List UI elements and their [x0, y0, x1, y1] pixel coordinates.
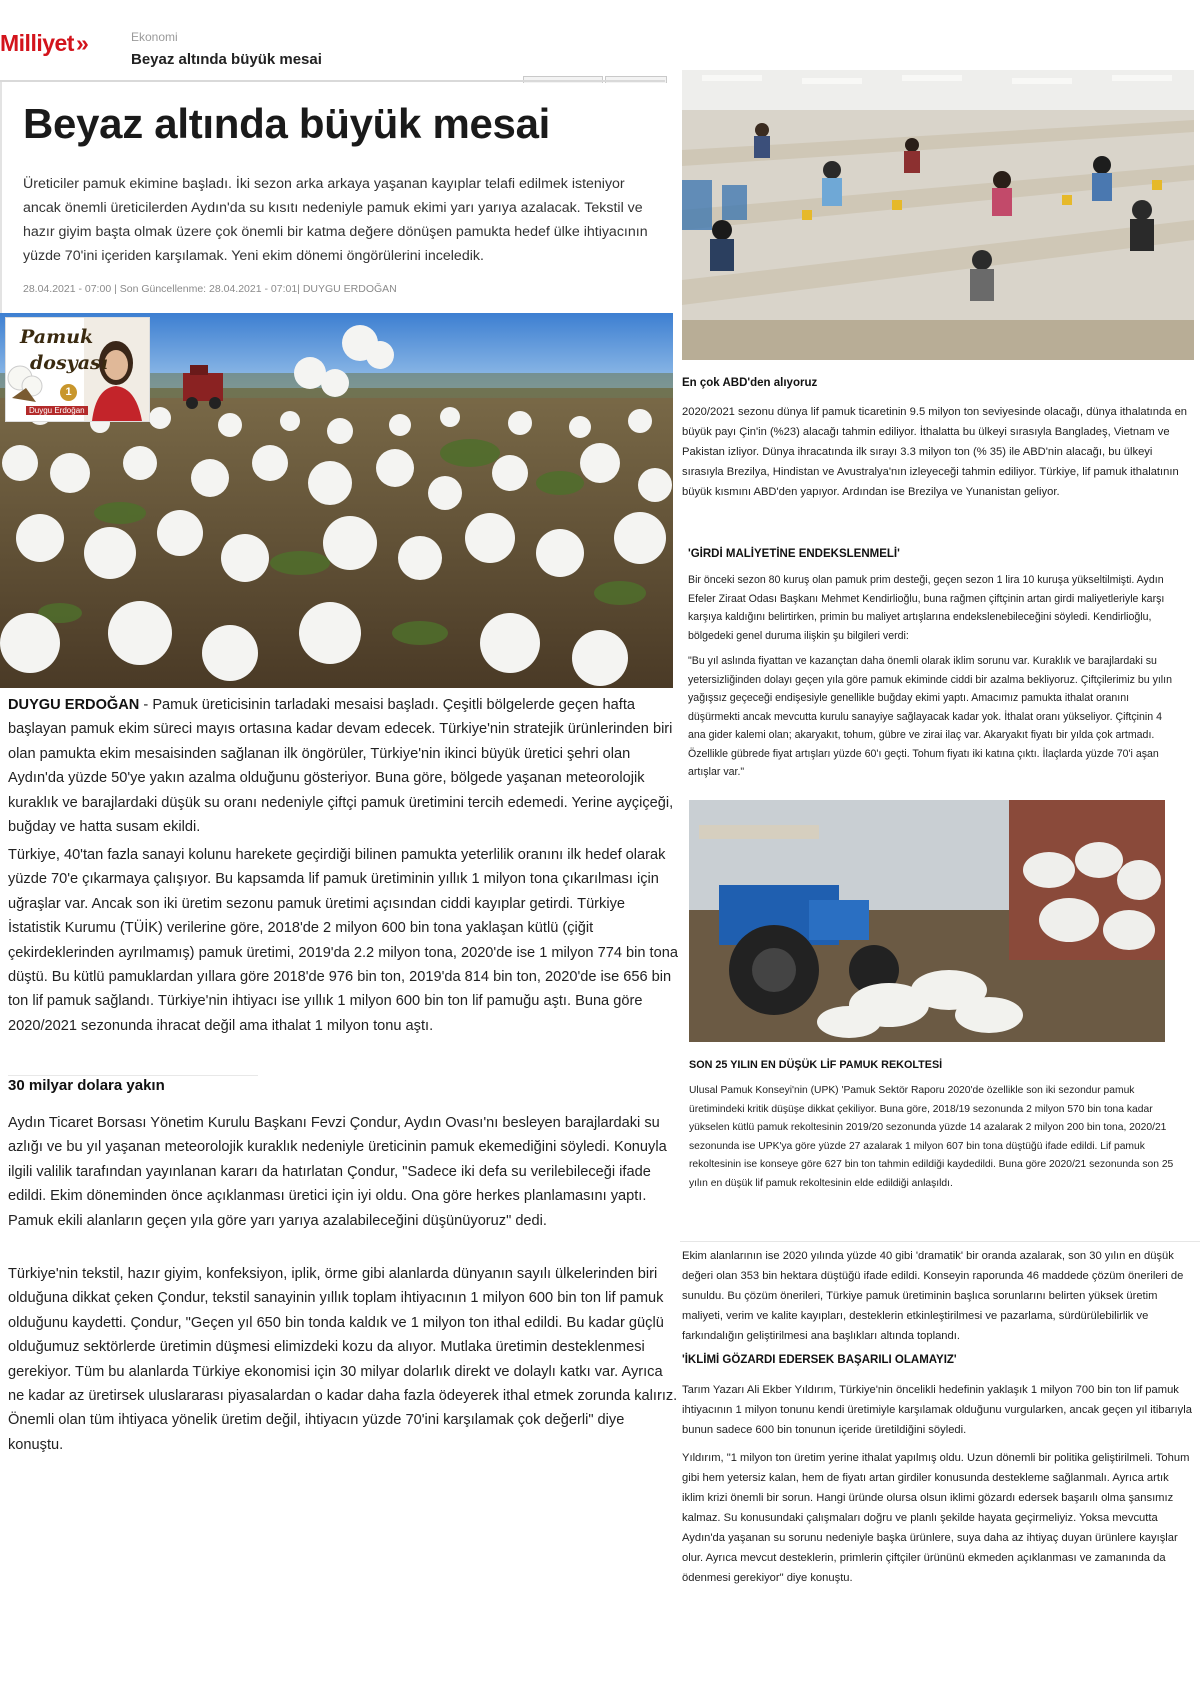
article-paragraph-3: Aydın Ticaret Borsası Yönetim Kurulu Başkanı Fevzi Çondur, Aydın Ovası'nı besleyen barajlardaki su azlığı ve bu yıl yaşanan meteorolojik kuraklık nedeniyle üreticinin pamuk ekemediğini söyledi. Konuyla ilgili valilik tarafından yayınlanan kararı da hatırlatan Çondur, "Sadece iki defa su verilebileceği ifade edildi. Ekim döneminden önce açıklanması üretici için iyi oldu. Ona göre herkes planlamasını yaptı. Pamuk ekili alanların geçen yıla göre yarı yarıya azalabileceğini düşünüyoruz" dedi.	[8, 1115, 667, 1229]
right-heading-iklim: 'İKLİMİ GÖZARDI EDERSEK BAŞARILI OLAMAYIZ'	[682, 1354, 957, 1366]
right-paragraph-ekim: Ekim alanlarının ise 2020 yılında yüzde 40 gibi 'dramatik' bir oranda azalarak, son 30 yılın en düşük değeri olan 353 bin hektara düştüğü ifade edildi. Konseyin raporunda 46 maddede çözüm önerileri de sunuldu. Bu çözüm önerileri, Türkiye pamuk üretiminin başlıca sorunlarını belirten yüksek üretim maliyeti, verim ve kalite kayıpları, desteklerin etkinleştirilmesi ve pazarlama, sürdürülebilirlik ve farkındalığın geliştirilmesi ana başlıkları altında toplandı.	[682, 1250, 1184, 1342]
right-heading-rekolte: SON 25 YILIN EN DÜŞÜK LİF PAMUK REKOLTESİ	[689, 1059, 943, 1071]
right-paragraph-abd: 2020/2021 sezonu dünya lif pamuk ticaretinin 9.5 milyon ton seviyesinde olacağı, dünya ithalatında en büyük payı Çin'in (%23) alacağı tahmin ediliyor. İthalatta bu ülkeyi sırasıyla Bangladeş, Vietnam ve Pakistan izliyor. Dünya ihracatında ilk sırayı 3.3 milyon ton (% 35) ile ABD'nin alacağı, bu ülkeyi sırasıyla Brezilya, Hindistan ve Avustralya'nın izleyeceği tahmin ediliyor. Türkiye, lif pamuk ithalatının büyük kısmını ABD'den yapıyor. Ardından ise Brezilya ve Yunanistan geliyor.	[682, 406, 1188, 498]
header-article-title: Beyaz altında büyük mesai	[131, 51, 322, 68]
paragraph-text: - Pamuk üreticisinin tarladaki mesaisi başladı. Çeşitli bölgelerde geçen hafta başlayan pamuk ekim süreci mayıs ortasına kadar devam edecek. Türkiye'nin stratejik ürünlerinden biri olan pamukta ekim mesaisinden sağlanan ilk öngörüler, Türkiye'nin ikinci büyük üretici şehri olan Aydın'da yüzde 50'ye yakın azalma olduğunu gösteriyor. Buna göre, bölgede yaşanan meteorolojik kuraklık ve barajlardaki düşük su oranı nedeniyle çiftçi pamuk üretimini tercih edemedi. Yerine ayçiçeği, buğday ve hatta susam ekildi.	[8, 697, 674, 836]
tractor-illustration	[689, 800, 1165, 1042]
right-heading-abd: En çok ABD'den alıyoruz	[682, 377, 818, 389]
textile-factory-illustration	[682, 70, 1194, 360]
textile-factory-image	[682, 70, 1194, 360]
article-title: Beyaz altında büyük mesai	[23, 100, 551, 147]
right-heading-girdi: 'GİRDİ MALİYETİNE ENDEKSLENMELİ'	[688, 548, 900, 560]
section-divider	[680, 1241, 1200, 1242]
subheading-divider	[8, 1075, 258, 1076]
article-meta: 28.04.2021 - 07:00 | Son Güncellenme: 28.04.2021 - 07:01| DUYGU ERDOĞAN	[23, 283, 397, 295]
subheading-30-milyar: 30 milyar dolara yakın	[8, 1077, 165, 1094]
right-paragraph-quote: "Bu yıl aslında fiyattan ve kazançtan daha önemli olarak iklim sorunu var. Kuraklık ve barajlardaki su yetersizliğinden dolayı geçen yıla göre pamuk ekiminde ciddi bir azalma bekliyoruz. Çiftçilerimiz bu yılın yağışsız geçeceği endişesiyle genellikle buğday ekimi yaptı. Amacımız pamukta ithalat oranını düşürmekti ancak mevcutta kurulu sanayiye sağlayacak kadar yok. İthalat oranı yükseliyor. Çiftçinin 4 ana gider kalemi olan; akaryakıt, tohum, gübre ve zirai ilaç var. Akaryakıt fiyatı bir yılda çok artmadı. Özellikle gübrede fiyat artışları yüzde 60'ı geçti. Tohum fiyatı iki katına çıktı. İlaçlarda yüzde 70'i aşan artışlar var."	[688, 655, 1172, 778]
logo-text: Milliyet	[0, 30, 74, 56]
badge-title-line1: Pamuk	[20, 326, 94, 348]
badge-title-line2: dosyası	[30, 352, 108, 374]
article-paragraph-4: Türkiye'nin tekstil, hazır giyim, konfeksiyon, iplik, örme gibi alanlarda dünyanın sayılı ülkelerinden biri olduğuna dikkat çeken Çondur, tekstil sanayinin yıllık toplam ihtiyacının 1 milyon 600 bin ton lif pamuk olduğunu kaydetti. Çondur, "Geçen yıl 650 bin tonda kaldık ve 1 milyon ton ithal edildi. Bu kadar güçlü olduğumuz sektörlerde üretimin düşmesi elimizdeki kozu da alıyor. Mutlaka üretimin desteklenmesi gerekiyor. Tüm bu alanlarda Türkiye ekonomisi için 30 milyar dolarlık direkt ve dolaylı katkı var. Ayrıca ne kadar az üretirsek uluslararası piyasalardan o kadar daha fazla ödeyerek ithal etmek zorunda kalırız. Önemli olan tüm ihtiyaca yönelik üretim değil, ihtiyacın yüzde 70'ini karşılamak çok değerli" diye konuştu.	[8, 1266, 678, 1453]
header-divider	[0, 80, 665, 82]
article-paragraph-1	[8, 693, 678, 839]
byline: DUYGU ERDOĞAN	[8, 697, 140, 713]
badge-number: 1	[60, 384, 77, 401]
right-paragraph-yildirim: Tarım Yazarı Ali Ekber Yıldırım, Türkiye'nin öncelikli hedefinin yaklaşık 1 milyon 700 bin ton lif pamuk ihtiyacının 1 milyon tonunu kendi üretimiyle karşılamak olduğunu vurgularken, ancak geçen yıl itibarıyla bunun sadece 600 bin tonunun içeride üretildiğini söyledi.	[682, 1384, 1192, 1436]
section-label[interactable]: Ekonomi	[131, 30, 178, 44]
logo-chevron-icon: »	[75, 30, 89, 56]
tractor-cotton-image	[689, 800, 1165, 1042]
article-paragraph-2: Türkiye, 40'tan fazla sanayi kolunu harekete geçirdiği bilinen pamukta yeterlilik oranını ilk hedef olarak yüzde 70'e çıkarmaya çalışıyor. Bu kapsamda lif pamuk üretiminin yıllık 1 milyon tona çıkarılması için uğraşlar var. Ancak son iki üretim sezonu pamuk üretimi açısından ciddi kayıplar getirdi. Türkiye İstatistik Kurumu (TÜİK) verilerine göre, 2018'de 2 milyon 600 bin tona yaklaşan kütlü (çiğit çekirdeklerinden ayrılmamış) pamuk üretimi, 2019'da 2.2 milyon tona, 2020'de ise 1 milyon 774 bin tona düştü. Bu kütlü pamuklardan yıllara göre 2018'de 976 bin ton, 2019'da 814 bin ton, 2020'de ise 656 bin ton lif pamuk sağlandı. Türkiye'nin ihtiyacı ise yıllık 1 milyon 600 bin ton lif pamuğu aştı. Buna göre 2020/2021 sezonunda ihracat değil ama ithalat 1 milyon tonu aştı.	[8, 847, 678, 1034]
badge-author-name: Duygu Erdoğan	[26, 406, 88, 415]
milliyet-logo[interactable]	[0, 30, 88, 57]
article-lead: Üreticiler pamuk ekimine başladı. İki sezon arka arkaya yaşanan kayıplar telafi edilmek isteniyor ancak önemli üreticilerden Aydın'da su kısıtı nedeniyle pamuk ekimi yarı yarıya azalacak. Tekstil ve hazır giyim başta olmak üzere çok önemli bir katma değere dönüşen pamukta hedef ülke ihtiyacının yüzde 70'ini içeriden karşılamak. Yeni ekim dönemi öngörülerini inceledik.	[23, 176, 648, 264]
series-badge	[5, 317, 150, 422]
right-paragraph-rekolte: Ulusal Pamuk Konseyi'nin (UPK) 'Pamuk Sektör Raporu 2020'de özellikle son iki sezondur pamuk üretimindeki kritik düşüşe dikkat çekiliyor. Buna göre, 2018/19 sezonunda 2 milyon 570 bin tona kadar yükselen kütlü pamuk rekoltesinin 2019/20 sezonunda yüzde 14 azalarak 2 milyon 200 bin tona, 2020/21 sezonunda ise UPK'ya göre yüzde 27 azalarak 1 milyon 607 bin tona düştüğü ifade edildi. Lif pamuk rekoltesinin ise konseye göre 627 bin ton tahmin edildiği kaydedildi. Buna göre 2020/21 sezonunda son 25 yılın en düşük lif pamuk rekoltesinin elde edildiği anlaşıldı.	[689, 1085, 1174, 1189]
right-paragraph-yildirim-quote: Yıldırım, "1 milyon ton üretim yerine ithalat yapılmış oldu. Uzun dönemli bir politika geliştirilmeli. Tohum gibi hem yetersiz kalan, hem de fiyatı artan girdiler konusunda destekleme sağlanmalı. Ayrıca artık iklim krizi önemli bir sorun. Hangi üründe olursa olsun iklimi gözardı edersek başarılı olma şansımız kalmaz. Su konusundaki çalışmaları doğru ve planlı şekilde hayata geçirmeliyiz. Yoksa mevcutta Aydın'da yaşanan su sorunu nedeniyle başka ürünlere, suya daha az ihtiyaç duyan ürünlere kayışlar olur. Ayrıca mevcut desteklerin, primlerin çiftçiler ürününü ekmeden açıklanması ve zamanında da ödenmesi gerekiyor" diye konuştu.	[682, 1452, 1190, 1584]
right-paragraph-girdi: Bir önceki sezon 80 kuruş olan pamuk prim desteği, geçen sezon 1 lira 10 kuruşa yükseltilmişti. Aydın Efeler Ziraat Odası Başkanı Mehmet Kendirlioğlu, buna rağmen çiftçinin artan girdi maliyetleriyle karşı karşıya kaldığını belirtirken, primin bu maliyet artışlarına endekslenebileceğini söyledi. Kendirlioğlu, bölgedeki genel duruma ilişkin şu bilgileri verdi:	[688, 574, 1165, 642]
